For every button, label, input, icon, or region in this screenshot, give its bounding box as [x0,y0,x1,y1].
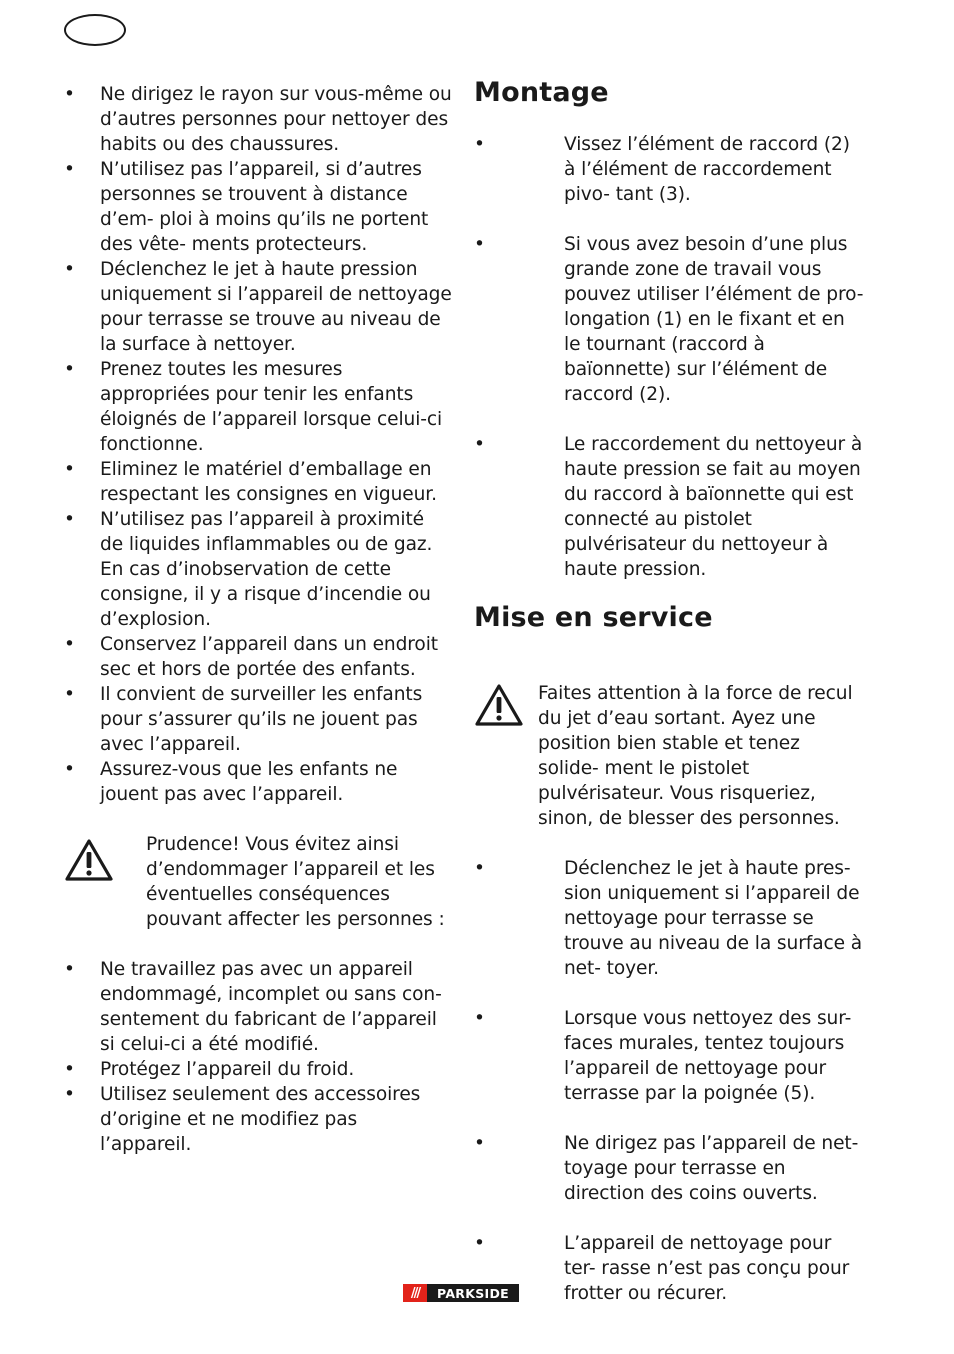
service-bullet-list [474,856,866,1306]
list-item: • Ne dirigez pas l’appareil de net- toyage pour terrasse en direction des coins ouverts. [474,1133,859,1204]
list-item: • Déclenchez le jet à haute pression uniquement si l’appareil de nettoyage pour terrasse se trouve au niveau de la surface à nettoyer. [64,259,452,355]
service-heading: Mise en service [474,602,713,633]
caution-text: Prudence! Vous évitez ainsi d’endommager l’appareil et les éventuelles conséquences pouvant affecter les personnes : [146,834,445,930]
device-bullet-list [64,957,452,1157]
list-item: • Assurez-vous que les enfants ne jouent pas avec l’appareil. [64,759,398,805]
logo-text: PARKSIDE [427,1284,519,1302]
list-item: • Utilisez seulement des accessoires d’origine et ne modifiez pas l’appareil. [64,1084,421,1155]
safety-bullet-list [64,82,452,807]
list-item: • Eliminez le matériel d’emballage en respectant les consignes en vigueur. [64,459,437,505]
list-item: • Ne travaillez pas avec un appareil endommagé, incomplet ou sans con- sentement du fabricant de l’appareil si celui-ci a été modifié. [64,959,442,1055]
list-item: • L’appareil de nettoyage pour ter- rasse n’est pas conçu pour frotter ou récurer. [474,1233,850,1304]
list-item: • Protégez l’appareil du froid. [64,1059,355,1080]
service-warning [474,681,866,831]
parkside-logo [403,1284,519,1302]
list-item: • Il convient de surveiller les enfants pour s’assurer qu’ils ne jouent pas avec l’appareil. [64,684,423,755]
list-item: • Si vous avez besoin d’une plus grande zone de travail vous pouvez utiliser l’élément de pro- longation (1) en le fixant et en le tournant (raccord à baïonnette) sur l’élément de raccord (2). [474,234,864,405]
language-badge [64,14,126,46]
list-item: • Le raccordement du nettoyeur à haute pression se fait au moyen du raccord à baïonnette qui est connecté au pistolet pulvérisateur du nettoyeur à haute pression. [474,434,863,580]
list-item: • Ne dirigez le rayon sur vous-même ou d’autres personnes pour nettoyer des habits ou des chaussures. [64,84,452,155]
warning-triangle-icon [474,683,524,727]
list-item: • Vissez l’élément de raccord (2) à l’élément de raccordement pivo- tant (3). [474,134,850,205]
list-item: • Déclenchez le jet à haute pres- sion uniquement si l’appareil de nettoyage pour terrasse se trouve au niveau de la surface à net- toyer. [474,858,863,979]
logo-slashes: /// [403,1284,427,1302]
warning-triangle-icon [64,838,114,882]
left-column [64,82,452,1157]
list-item: • Lorsque vous nettoyez des sur- faces murales, tentez toujours l’appareil de nettoyage pour terrasse par la poignée (5). [474,1008,852,1104]
list-item: • N’utilisez pas l’appareil, si d’autres personnes se trouvent à distance d’em- ploi à moins qu’ils ne portent des vête- ments protecteurs. [64,159,429,255]
list-item: • N’utilisez pas l’appareil à proximité de liquides inflammables ou de gaz. En cas d’inobservation de cette consigne, il y a risque d’incendie ou d’explosion. [64,509,433,630]
list-item: • Prenez toutes les mesures appropriées pour tenir les enfants éloignés de l’appareil lorsque celui-ci fonctionne. [64,359,443,455]
montage-heading: Montage [474,77,609,108]
right-column [474,77,866,1306]
montage-bullet-list [474,132,866,582]
service-warning-text: Faites attention à la force de recul du jet d’eau sortant. Ayez une position bien stable et tenez solide- ment le pistolet pulvérisateur. Vous risqueriez, sinon, de blesser des personnes. [538,683,853,829]
list-item: • Conservez l’appareil dans un endroit sec et hors de portée des enfants. [64,634,438,680]
caution-notice [64,832,452,932]
